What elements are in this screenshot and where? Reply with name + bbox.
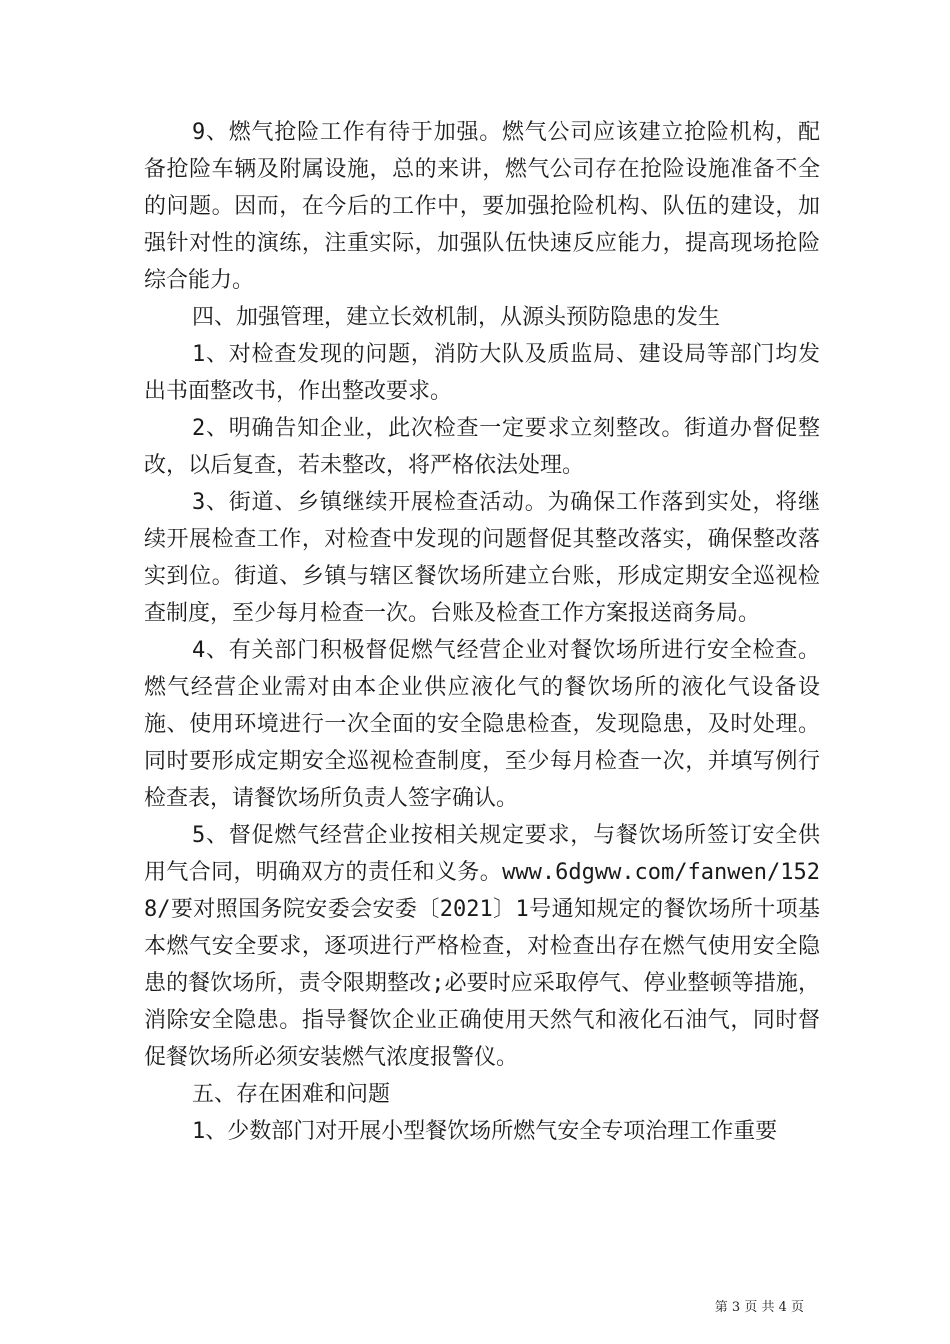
- heading-section-four: 四、加强管理，建立长效机制，从源头预防隐患的发生: [192, 305, 721, 330]
- page-number-footer: 第 3 页 共 4 页: [714, 1300, 804, 1315]
- paragraph-item-1: 1、对检查发现的问题，消防大队及质监局、建设局等部门均发出书面整改书，作出整改要求。: [144, 342, 820, 404]
- paragraph-gas-emergency: 9、燃气抢险工作有待于加强。燃气公司应该建立抢险机构，配备抢险车辆及附属设施，总的来讲，燃气公司存在抢险设施准备不全的问题。因而，在今后的工作中，要加强抢险机构、队伍的建设，加强针对性的演练，注重实际，加强队伍快速反应能力，提高现场抢险综合能力。: [144, 120, 820, 293]
- paragraph-item-2: 2、明确告知企业，此次检查一定要求立刻整改。街道办督促整改，以后复查，若未整改，将严格依法处理。: [144, 416, 820, 478]
- paragraph-difficulty-1: 1、少数部门对开展小型餐饮场所燃气安全专项治理工作重要: [192, 1119, 778, 1144]
- paragraph-item-3: 3、街道、乡镇继续开展检查活动。为确保工作落到实处，将继续开展检查工作，对检查中发现的问题督促其整改落实，确保整改落实到位。街道、乡镇与辖区餐饮场所建立台账，形成定期安全巡视检查制度，至少每月检查一次。台账及检查工作方案报送商务局。: [144, 490, 820, 626]
- heading-section-five: 五、存在困难和问题: [192, 1082, 391, 1107]
- paragraph-item-5: 5、督促燃气经营企业按相关规定要求，与餐饮场所签订安全供用气合同，明确双方的责任和义务。www.6dgww.com/fanwen/1528/要对照国务院安委会安委〔2021〕1号通知规定的餐饮场所十项基本燃气安全要求，逐项进行严格检查，对检查出存在燃气使用安全隐患的餐饮场所，责令限期整改;必要时应采取停气、停业整顿等措施，消除安全隐患。指导餐饮企业正确使用天然气和液化石油气，同时督促餐饮场所必须安装燃气浓度报警仪。: [144, 823, 820, 1070]
- paragraph-item-4: 4、有关部门积极督促燃气经营企业对餐饮场所进行安全检查。燃气经营企业需对由本企业供应液化气的餐饮场所的液化气设备设施、使用环境进行一次全面的安全隐患检查，发现隐患，及时处理。同时要形成定期安全巡视检查制度，至少每月检查一次，并填写例行检查表，请餐饮场所负责人签字确认。: [144, 638, 820, 811]
- document-body: [144, 114, 820, 1150]
